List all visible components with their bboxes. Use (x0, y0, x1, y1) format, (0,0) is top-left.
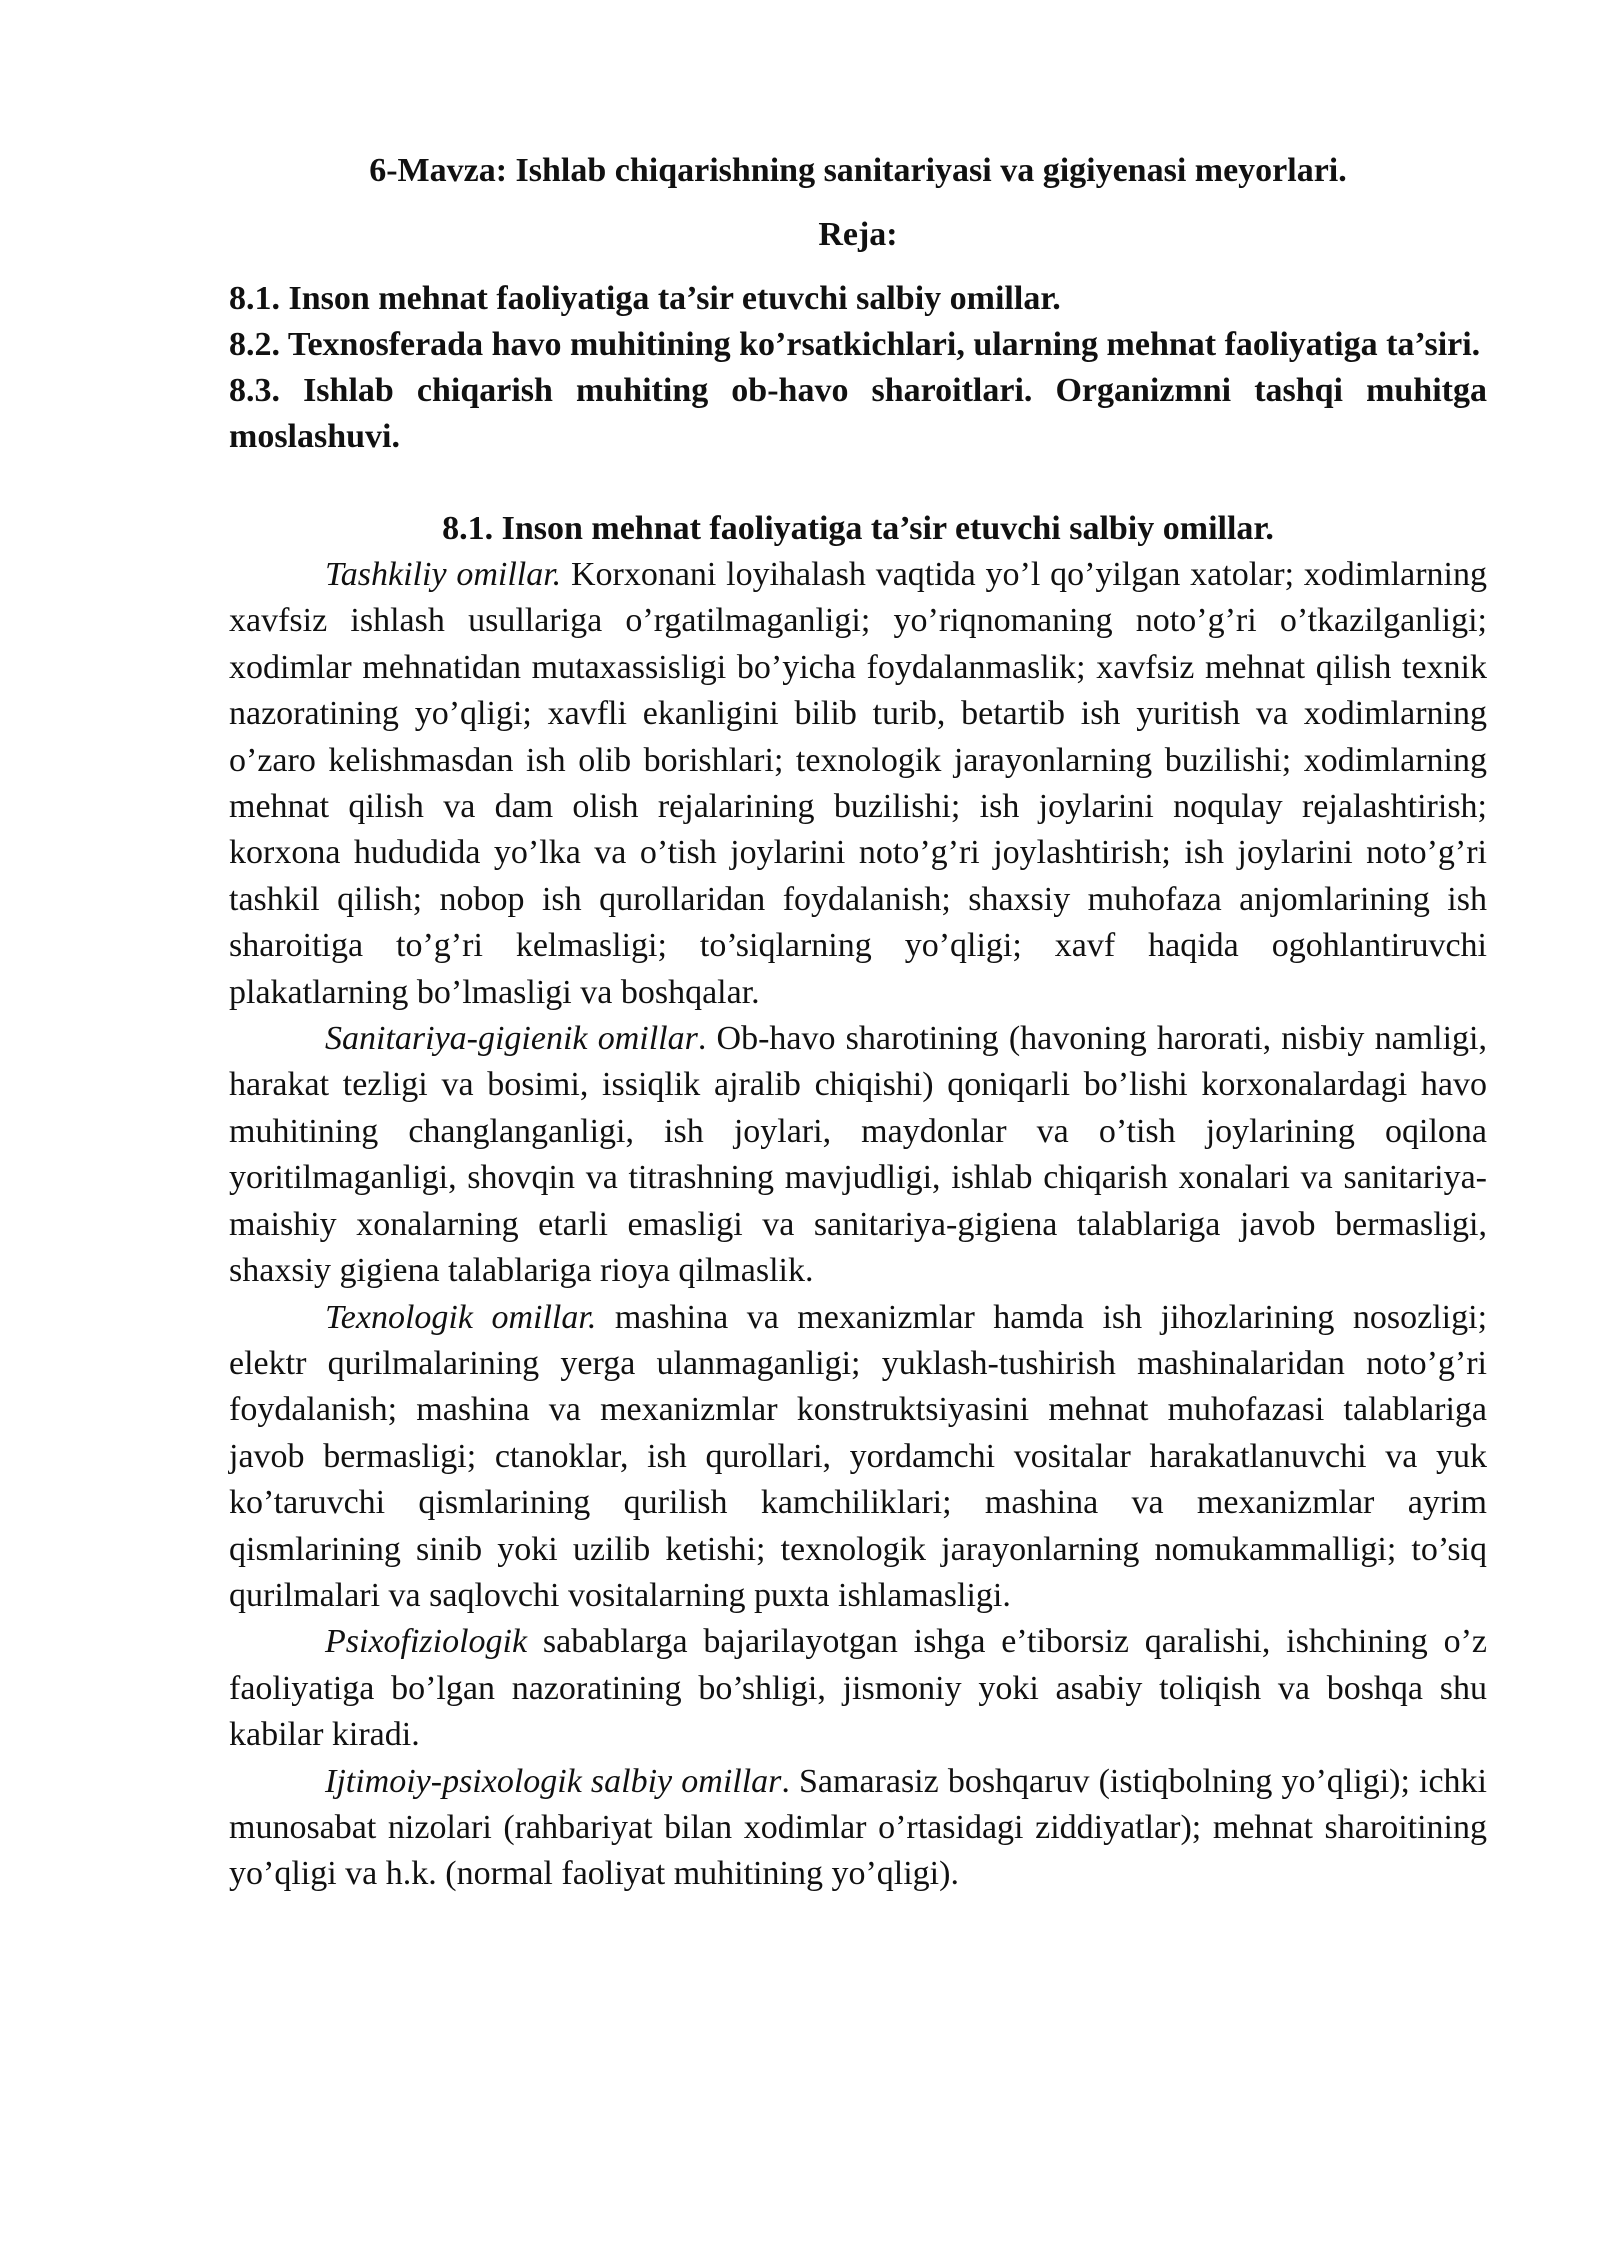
paragraph-lead: Ijtimoiy-psixologik salbiy omillar (325, 1762, 782, 1800)
paragraph-text: mashina va mexanizmlar hamda ish jihozlarining nosozligi; elektr qurilmalarining yerga ulanmaganligi; yuklash-tushirish mashinalaridan noto’g’ri foydalanish; mashina va mexanizmlar konstruktsiyasini mehnat muhofazasi talablariga javob bermasligi; ctanoklar, ish qurollari, yordamchi vositalar harakatlanuvchi va yuk ko’taruvchi qismlarining qurilish kamchiliklari; mashina va mexanizmlar ayrim qismlarining sinib yoki uzilib ketishi; texnologik jarayonlarning nomukammalligi; to’siq qurilmalari va saqlovchi vositalarning puxta ishlamasligi. (229, 1298, 1488, 1614)
paragraph-technological-factors (229, 1295, 1487, 1620)
plan-item: 8.2. Texnosferada havo muhitining ko’rsatkichlari, ularning mehnat faoliyatiga ta’siri. (229, 326, 1481, 363)
paragraph-lead: Texnologik omillar. (325, 1298, 597, 1336)
paragraph-lead: Psixofiziologik (325, 1623, 528, 1661)
paragraph-psychophysiological-factors (229, 1619, 1487, 1758)
plan-item: 8.3. Ishlab chiqarish muhiting ob-havo sharoitlari. Organizmni tashqi muhitga moslashuvi. (229, 372, 1487, 455)
plan-heading: Reja: (818, 216, 898, 253)
paragraph-sanitary-factors (229, 1016, 1487, 1294)
paragraph-sociopsychological-factors (229, 1759, 1487, 1898)
section-heading: 8.1. Inson mehnat faoliyatiga ta’sir etuvchi salbiy omillar. (442, 510, 1274, 547)
paragraph-text: . Ob-havo sharotining (havoning harorati, nisbiy namligi, harakat tezligi va bosimi, issiqlik ajralib chiqishi) qoniqarli bo’lishi korxonalardagi havo muhitining changlanganligi, ish joylari, maydonlar va o’tish joylarining oqilona yoritilmaganligi, shovqin va titrashning mavjudligi, ishlab chiqarish xonalari va sanitariya-maishiy xonalarning etarli emasligi va sanitariya-gigiena talablariga javob bermasligi, shaxsiy gigiena talablariga rioya qilmaslik. (229, 1020, 1487, 1290)
paragraph-lead: Sanitariya-gigienik omillar (325, 1020, 698, 1058)
document-page (229, 148, 1487, 1898)
paragraph-lead: Tashkiliy omillar. (325, 556, 562, 593)
plan-item: 8.1. Inson mehnat faoliyatiga ta’sir etuvchi salbiy omillar. (229, 280, 1061, 317)
paragraph-text: sabablarga bajarilayotgan ishga e’tiborsiz qaralishi, ishchining o’z faoliyatiga bo’lgan nazoratining bo’shligi, jismoniy yoki asabiy toliqish va boshqa shu kabilar kiradi. (229, 1623, 1487, 1754)
paragraph-text: Korxonani loyihalash vaqtida yo’l qo’yilgan xatolar; xodimlarning xavfsiz ishlash usullariga o’rgatilmaganligi; yo’riqnomaning noto’g’ri o’tkazilganligi; xodimlar mehnatidan mutaxassisligi bo’yicha foydalanmaslik; xavfsiz mehnat qilish texnik nazoratining yo’qligi; xavfli ekanligini bilib turib, betartib ish yuritish va xodimlarning o’zaro kelishmasdan ish olib borishlari; texnologik jarayonlarning buzilishi; xodimlarning mehnat qilish va dam olish rejalarining buzilishi; ish joylarini noqulay rejalashtirish; korxona hududida yo’lka va o’tish joylarini noto’g’ri joylashtirish; ish joylarini noto’g’ri tashkil qilish; nobop ish qurollaridan foydalanish; shaxsiy muhofaza anjomlarining ish sharoitiga to’g’ri kelmasligi; to’siqlarning yo’qligi; xavf haqida ogohlantiruvchi plakatlarning bo’lmasligi va boshqalar. (229, 556, 1487, 1011)
paragraph-organizational-factors (229, 552, 1487, 1016)
plan-list (229, 276, 1487, 460)
document-title: 6-Mavza: Ishlab chiqarishning sanitariyasi va gigiyenasi meyorlari. (369, 152, 1347, 189)
paragraph-text: . Samarasiz boshqaruv (istiqbolning yo’qligi); ichki munosabat nizolari (rahbariyat bilan xodimlar o’rtasidagi ziddiyatlar); mehnat sharoitining yo’qligi va h.k. (normal faoliyat muhitining yo’qligi). (229, 1762, 1487, 1893)
